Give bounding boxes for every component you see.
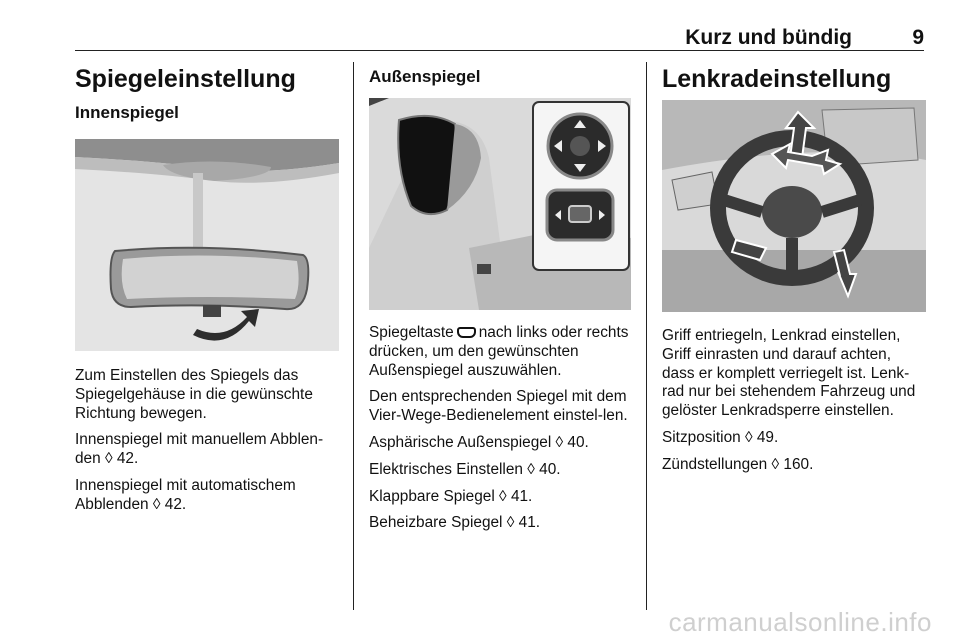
paragraph: Innenspiegel mit automatischem Abblenden ◊ 42. <box>75 476 296 513</box>
section-heading: Spiegeleinstellung <box>75 65 296 93</box>
subsection-heading: Innenspiegel <box>75 103 179 122</box>
exterior-mirror-illustration <box>369 98 631 310</box>
paragraph: Innenspiegel mit manuellem Abblen-den ◊ 42. <box>75 431 324 468</box>
paragraph: Zündstellungen ◊ 160. <box>662 455 814 473</box>
column-interior-mirror <box>75 64 339 523</box>
paragraph-text: Spiegeltaste <box>369 324 454 341</box>
column-divider-1 <box>353 62 354 610</box>
steering-wheel-illustration <box>662 100 926 312</box>
paragraph: Elektrisches Einstellen ◊ 40. <box>369 460 561 478</box>
interior-mirror-illustration <box>75 139 339 351</box>
paragraph <box>369 324 633 380</box>
paragraph: Asphärische Außenspiegel ◊ 40. <box>369 433 589 451</box>
column-steering-wheel <box>662 64 926 483</box>
paragraph: Griff entriegeln, Lenkrad einstellen, Griff einrasten und darauf achten, dass er komplett verriegelt ist. Lenk-rad nur bei stehendem Fahrzeug und gelöster Lenkradsperre einstellen. <box>662 327 916 420</box>
header-divider <box>75 50 924 51</box>
running-header-title: Kurz und bündig <box>685 26 852 49</box>
column-exterior-mirror <box>369 64 633 541</box>
paragraph: Zum Einstellen des Spiegels das Spiegelgehäuse in die gewünschte Richtung bewegen. <box>75 367 313 422</box>
subsection-heading: Außenspiegel <box>369 67 481 86</box>
paragraph: Den entsprechenden Spiegel mit dem Vier-Wege-Bedienelement einstel-len. <box>369 388 628 425</box>
page-number: 9 <box>912 26 924 49</box>
column-divider-2 <box>646 62 647 610</box>
watermark-text: carmanualsonline.info <box>668 607 932 637</box>
paragraph: Sitzposition ◊ 49. <box>662 428 779 446</box>
paragraph: Klappbare Spiegel ◊ 41. <box>369 487 533 505</box>
section-heading: Lenkradeinstellung <box>662 65 892 93</box>
mirror-select-button-icon <box>457 327 476 338</box>
paragraph-text: nach links oder rechts drücken, um den gewünschten Außenspiegel auszuwählen. <box>369 324 629 379</box>
paragraph: Beheizbare Spiegel ◊ 41. <box>369 514 541 532</box>
